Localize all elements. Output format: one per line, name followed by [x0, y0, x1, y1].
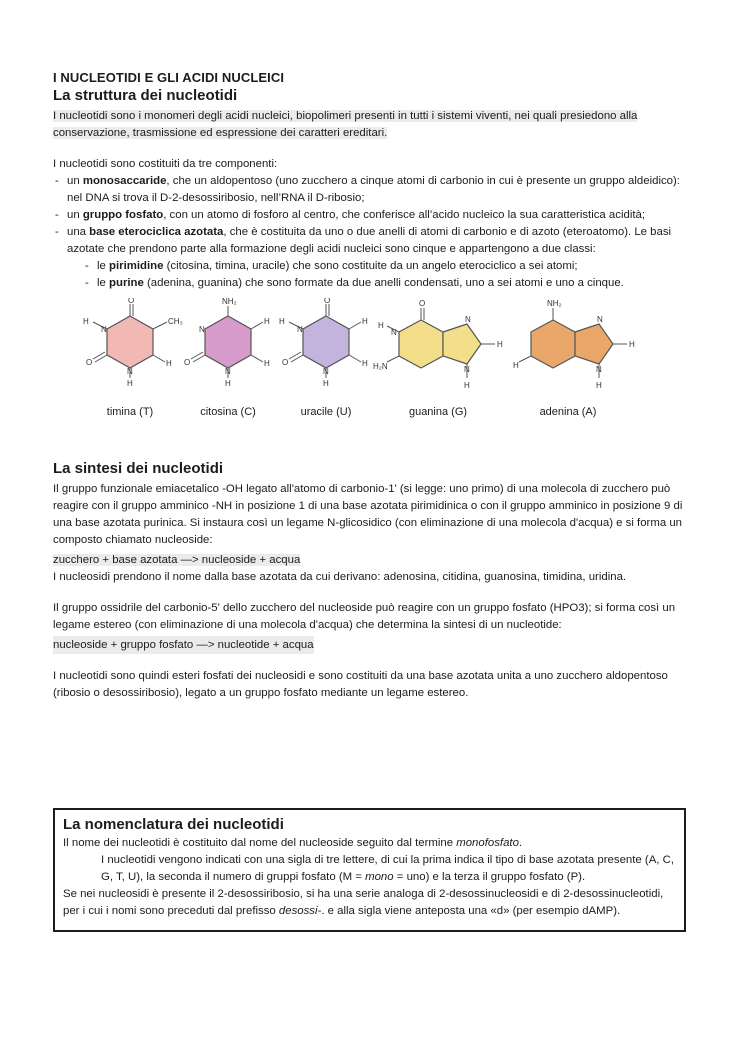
svg-text:N: N — [127, 367, 133, 376]
svg-text:H: H — [362, 317, 368, 326]
svg-text:O: O — [184, 358, 191, 367]
svg-text:H: H — [225, 379, 231, 388]
svg-text:H: H — [629, 340, 635, 349]
equation-nucleotide: nucleoside + gruppo fosfato —> nucleotide + acqua — [53, 637, 693, 654]
thymine-structure — [75, 298, 185, 418]
guanine-five-ring — [443, 324, 481, 364]
box-heading: La nomenclatura dei nucleotidi — [63, 816, 284, 833]
svg-text:O: O — [86, 358, 93, 367]
thymine-ring — [107, 316, 153, 368]
box-paragraph-1: Il nome dei nucleotidi è costituito dal nome del nucleoside seguito dal termine monofosfato. — [63, 837, 523, 849]
svg-text:H: H — [166, 359, 172, 368]
svg-text:N: N — [297, 325, 303, 334]
intro-paragraph — [53, 108, 693, 142]
svg-text:O: O — [419, 299, 426, 308]
list-item-purines: - le purine (adenina, guanina) che sono formate da due anelli condensati, uno a sei atomi e uno a cinque. — [83, 275, 693, 292]
svg-text:N: N — [596, 365, 602, 374]
svg-text:N: N — [323, 367, 329, 376]
svg-text:NH₂: NH₂ — [547, 299, 562, 308]
equation-nucleoside: zucchero + base azotata —> nucleoside + acqua — [53, 554, 301, 566]
svg-text:H: H — [497, 340, 503, 349]
synthesis-paragraph-2: I nucleosidi prendono il nome dalla base azotata da cui derivano: adenosina, citidina, guanosina, timidina, uridina. — [53, 571, 627, 583]
uracil-ring — [303, 316, 349, 368]
svg-text:H: H — [378, 321, 384, 330]
section-heading-synthesis: La sintesi dei nucleotidi — [53, 460, 224, 477]
synthesis-paragraph-3: Il gruppo ossidrile del carbonio-5' dello zucchero del nucleoside può reagire con un gruppo fosfato (HPO3); si forma così un legame estereo (con eliminazione di una molecola d'acqua) che determina la sintesi di un nucleotide: — [53, 602, 676, 631]
list-item-phosphate: - un gruppo fosfato, con un atomo di fosforo al centro, che conferisce all’acido nucleico la sua caratteristica acidità; — [53, 207, 693, 224]
svg-text:H₂N: H₂N — [373, 362, 388, 371]
nitrogen-bases-figure — [53, 298, 693, 458]
guanine-label: guanina (G) — [408, 406, 468, 418]
svg-text:H: H — [362, 359, 368, 368]
svg-text:H: H — [264, 317, 270, 326]
synthesis-paragraph-4: I nucleotidi sono quindi esteri fosfati dei nucleosidi e sono costituiti da una base azotata unita a uno zucchero aldopentoso (ribosio o desossiribosio), legato a un gruppo fosfato mediante un legame estereo. — [53, 670, 668, 699]
components-lead: I nucleotidi sono costituiti da tre componenti: — [53, 158, 278, 170]
svg-text:O: O — [282, 358, 289, 367]
uracil-structure — [271, 298, 381, 418]
svg-text:N: N — [465, 315, 471, 324]
adenine-structure — [513, 298, 653, 418]
adenine-label: adenina (A) — [539, 406, 597, 418]
adenine-six-ring — [531, 320, 575, 368]
intro-text: I nucleotidi sono i monomeri degli acidi nucleici, biopolimeri presenti in tutti i sistemi viventi, nei quali presiedono alla conservazione, trasmissione ed espressione dei caratteri ereditari. — [53, 110, 638, 139]
svg-text:H: H — [596, 381, 602, 390]
section-heading-structure: La struttura dei nucleotidi — [53, 87, 238, 104]
page-title: I NUCLEOTIDI E GLI ACIDI NUCLEICI — [53, 70, 285, 85]
svg-text:O: O — [128, 298, 135, 305]
svg-text:O: O — [324, 298, 331, 305]
svg-text:N: N — [199, 325, 205, 334]
svg-text:N: N — [101, 325, 107, 334]
svg-text:N: N — [225, 367, 231, 376]
svg-text:NH₂: NH₂ — [222, 298, 237, 306]
adenine-five-ring — [575, 324, 613, 364]
components-list — [53, 173, 693, 292]
cytosine-ring — [205, 316, 251, 368]
guanine-six-ring — [399, 320, 443, 368]
svg-text:CH₃: CH₃ — [168, 317, 183, 326]
box-paragraph-3: Se nei nucleosidi è presente il 2-desossiribosio, si ha una serie analoga di 2-desossinucleosidi e di 2-desossinucleotidi, per i cui i nomi sono preceduti dal prefisso desossi-. e alla sigla viene anteposta una «d» (per esempio dAMP). — [63, 888, 664, 917]
guanine-structure — [373, 298, 513, 418]
list-item-monosaccharide: - un monosaccaride, che un aldopentoso (uno zucchero a cinque atomi di carbonio in cui è presente un gruppo aldeidico): nel DNA si trova il D-2-desossiribosio, nell’RNA il D-ribosio; — [53, 173, 693, 207]
svg-text:H: H — [83, 317, 89, 326]
svg-text:H: H — [323, 379, 329, 388]
svg-text:N: N — [597, 315, 603, 324]
list-item-pyrimidines: - le pirimidine (citosina, timina, uracile) che sono costituite da un angelo eterociclico a sei atomi; — [83, 258, 693, 275]
document-page — [53, 70, 693, 702]
list-item-base: - una base eterociclica azotata, che è costituita da uno o due anelli di atomi di carbonio e di azoto (eteroatomo). Le basi azotate che prendono parte alla formazione degli acidi nucleici sono cinque e appartengono a due classi: - le pirimidine (citosina, timina, uracile) che sono costituite da un angelo eterociclico a sei atomi; - le purine (adenina, guanina) che sono formate da due anelli condensati, uno a sei atomi e uno a cinque. — [53, 224, 693, 292]
cytosine-label: citosina (C) — [200, 406, 256, 418]
synthesis-paragraph-1: Il gruppo funzionale emiacetalico -OH legato all'atomo di carbonio-1' (si legge: uno primo) di una molecola di zucchero può reagire con il gruppo amminico -NH in posizione 1 di una base azotata pirimidinica o con il gruppo amminico in posizione 9 di una base azotata purinica. Si instaura così un legame N-glicosidico (con eliminazione di una molecola d'acqua) e si forma un composto chiamato nucleoside: — [53, 483, 683, 546]
svg-text:H: H — [127, 379, 133, 388]
svg-text:N: N — [391, 328, 397, 337]
svg-text:N: N — [464, 365, 470, 374]
thymine-label: timina (T) — [106, 406, 154, 418]
cytosine-structure — [173, 298, 283, 418]
nomenclature-box — [53, 808, 686, 932]
uracil-label: uracile (U) — [300, 406, 352, 418]
svg-text:H: H — [279, 317, 285, 326]
base-classes-list — [67, 258, 693, 292]
svg-text:H: H — [264, 359, 270, 368]
box-paragraph-2: I nucleotidi vengono indicati con una sigla di tre lettere, di cui la prima indica il tipo di base azotata presente (A, C, G, T, U), la seconda il numero di gruppi fosfato (M = mono = uno) e la terza il gruppo fosfato (P). — [101, 854, 675, 883]
svg-text:H: H — [513, 361, 519, 370]
svg-text:H: H — [464, 381, 470, 390]
